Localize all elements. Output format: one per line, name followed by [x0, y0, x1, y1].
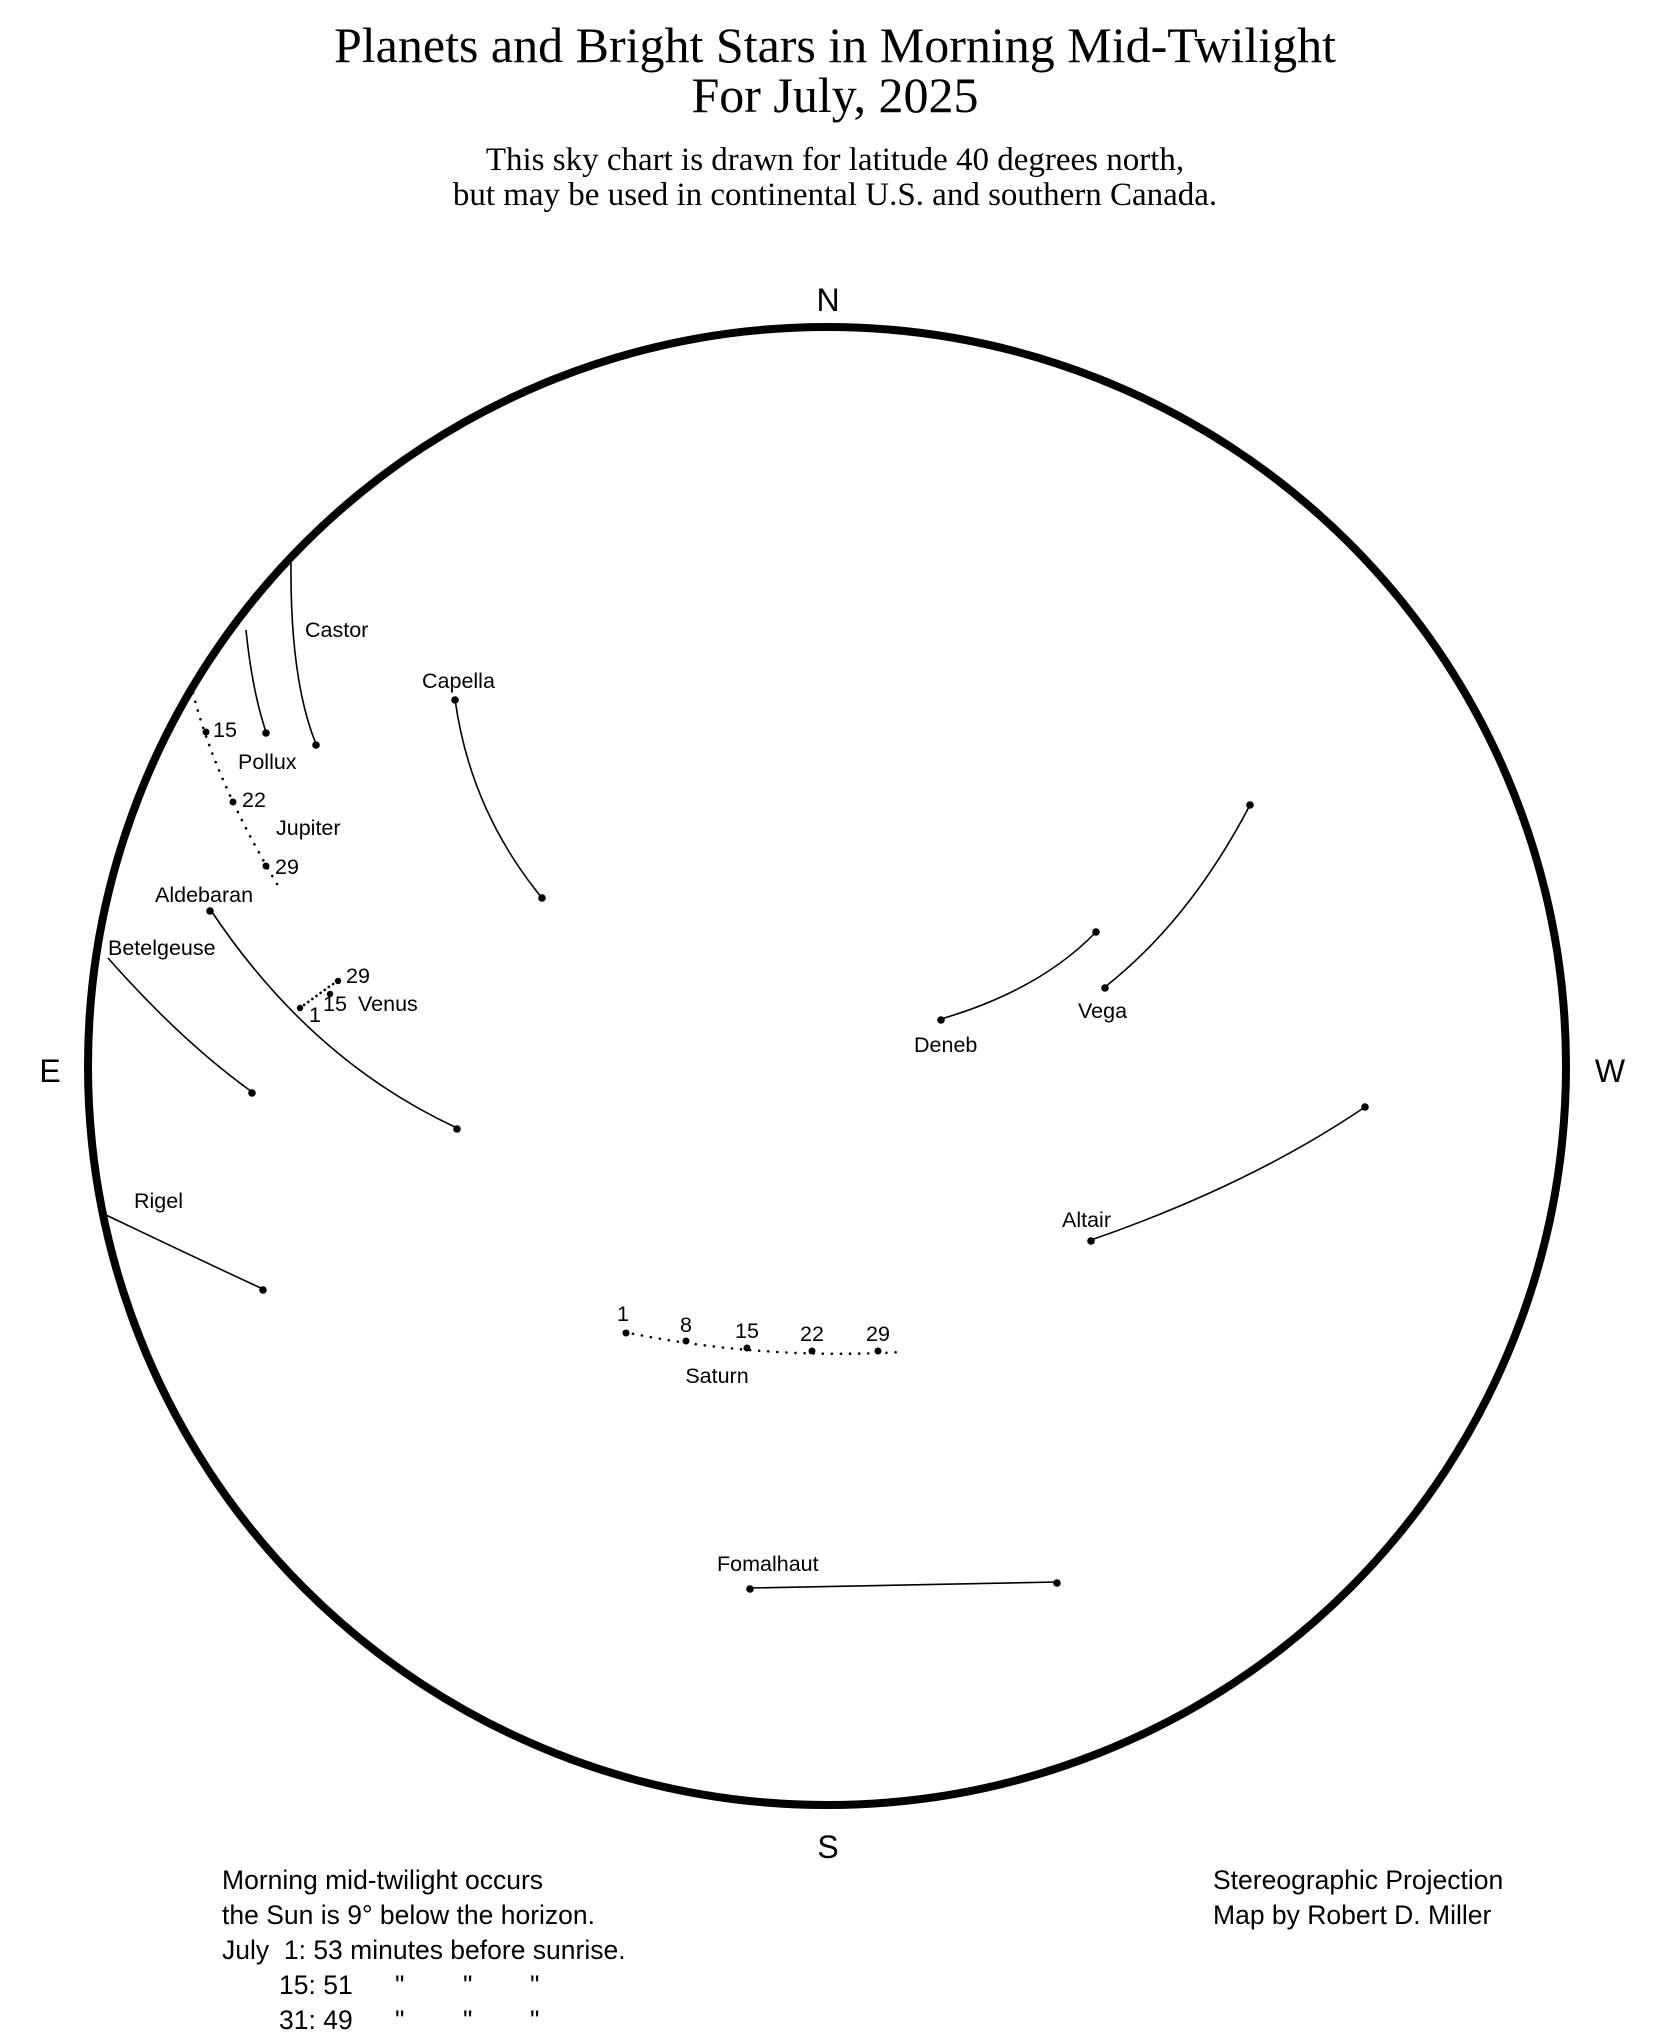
- venus-dot-1: [297, 1005, 303, 1011]
- betelgeuse-track: [108, 958, 252, 1092]
- capella-dot: [451, 696, 459, 704]
- deneb-track: [941, 932, 1096, 1019]
- twilight-note-line-1: Morning mid-twilight occurs: [222, 1865, 544, 1895]
- rigel-dot: [259, 1286, 267, 1294]
- rigel-track: [106, 1215, 263, 1289]
- pollux-track: [246, 630, 266, 732]
- saturn-date-29: 29: [866, 1322, 890, 1346]
- star-label-aldebaran: Aldebaran: [155, 883, 254, 907]
- chart-subtitle-line-1: This sky chart is drawn for latitude 40 degrees north,: [485, 142, 1185, 178]
- twilight-note-line-4-ditto-1: ": [395, 1970, 405, 2000]
- saturn-dot-15: [744, 1345, 751, 1352]
- saturn-dot-1: [623, 1330, 630, 1337]
- jupiter-dot-22: [230, 799, 237, 806]
- saturn-dot-8: [683, 1338, 690, 1345]
- castor-track: [291, 563, 316, 744]
- saturn-track: [624, 1332, 902, 1354]
- pollux-dot: [262, 729, 270, 737]
- venus-group: [297, 964, 418, 1027]
- altair-end-dot: [1361, 1103, 1369, 1111]
- twilight-note-line-2: the Sun is 9° below the horizon.: [222, 1900, 595, 1930]
- star-label-fomalhaut: Fomalhaut: [717, 1552, 819, 1576]
- fomalhaut-end-dot: [1053, 1579, 1061, 1587]
- saturn-label: Saturn: [685, 1364, 749, 1388]
- projection-note: Stereographic Projection: [1213, 1865, 1504, 1895]
- capella-track: [455, 699, 542, 898]
- venus-date-15: 15: [323, 992, 347, 1016]
- chart-title-line-2: For July, 2025: [691, 67, 979, 123]
- jupiter-dot-15: [203, 729, 210, 736]
- venus-label: Venus: [358, 992, 418, 1016]
- fomalhaut-dot: [746, 1585, 754, 1593]
- chart-title-line-1: Planets and Bright Stars in Morning Mid-Twilight: [333, 17, 1337, 73]
- vega-track: [1105, 805, 1250, 987]
- deneb-end-dot: [1092, 928, 1100, 936]
- vega-end-dot: [1246, 801, 1254, 809]
- chart-subtitle-line-2: but may be used in continental U.S. and southern Canada.: [452, 177, 1218, 213]
- star-label-deneb: Deneb: [914, 1033, 978, 1057]
- aldebaran-track: [210, 909, 457, 1128]
- saturn-date-15: 15: [735, 1319, 759, 1343]
- twilight-note-line-3: July 1: 53 minutes before sunrise.: [222, 1935, 626, 1965]
- aldebaran-dot: [206, 907, 214, 915]
- star-label-pollux: Pollux: [238, 750, 297, 774]
- saturn-dot-29: [875, 1348, 882, 1355]
- castor-dot: [312, 741, 320, 749]
- saturn-dot-22: [809, 1348, 816, 1355]
- star-label-altair: Altair: [1062, 1208, 1111, 1232]
- saturn-date-8: 8: [680, 1313, 692, 1337]
- twilight-notes: [222, 1865, 626, 2035]
- deneb-dot: [937, 1016, 945, 1024]
- star-label-rigel: Rigel: [134, 1189, 183, 1213]
- saturn-date-1: 1: [617, 1302, 629, 1326]
- jupiter-date-29: 29: [275, 855, 299, 879]
- star-tracks: [106, 563, 1365, 1588]
- star-labels: [108, 618, 1127, 1576]
- twilight-note-line-5-ditto-2: ": [463, 2005, 473, 2035]
- jupiter-date-22: 22: [242, 788, 266, 812]
- author-note: Map by Robert D. Miller: [1213, 1900, 1492, 1930]
- compass-east: E: [39, 1053, 61, 1089]
- altair-track: [1091, 1107, 1365, 1240]
- twilight-note-line-4-ditto-3: ": [530, 1970, 540, 2000]
- jupiter-date-15: 15: [213, 718, 237, 742]
- credits: [1213, 1865, 1503, 1930]
- star-label-vega: Vega: [1078, 999, 1128, 1023]
- betelgeuse-dot: [248, 1089, 256, 1097]
- compass-south: S: [817, 1829, 839, 1865]
- capella-end-dot: [538, 894, 546, 902]
- star-dots: [206, 696, 1369, 1593]
- venus-date-29: 29: [346, 964, 370, 988]
- twilight-note-line-4: 15: 51: [279, 1970, 353, 2000]
- compass-north: N: [816, 282, 840, 318]
- jupiter-label: Jupiter: [276, 816, 341, 840]
- twilight-note-line-5-ditto-1: ": [395, 2005, 405, 2035]
- twilight-note-line-5: 31: 49: [279, 2005, 353, 2035]
- venus-date-1: 1: [309, 1003, 321, 1027]
- aldebaran-end-dot: [453, 1125, 461, 1133]
- jupiter-dot-29: [263, 863, 270, 870]
- twilight-note-line-5-ditto-3: ": [530, 2005, 540, 2035]
- star-label-castor: Castor: [305, 618, 369, 642]
- vega-dot: [1101, 984, 1109, 992]
- saturn-date-22: 22: [800, 1322, 824, 1346]
- jupiter-group: [193, 693, 341, 884]
- twilight-note-line-4-ditto-2: ": [463, 1970, 473, 2000]
- star-label-capella: Capella: [422, 669, 495, 693]
- fomalhaut-track: [750, 1582, 1057, 1588]
- star-label-betelgeuse: Betelgeuse: [108, 936, 216, 960]
- altair-dot: [1087, 1237, 1095, 1245]
- horizon-circle: [88, 327, 1566, 1805]
- saturn-group: [617, 1302, 902, 1388]
- compass-west: W: [1594, 1053, 1626, 1089]
- venus-dot-29: [335, 978, 341, 984]
